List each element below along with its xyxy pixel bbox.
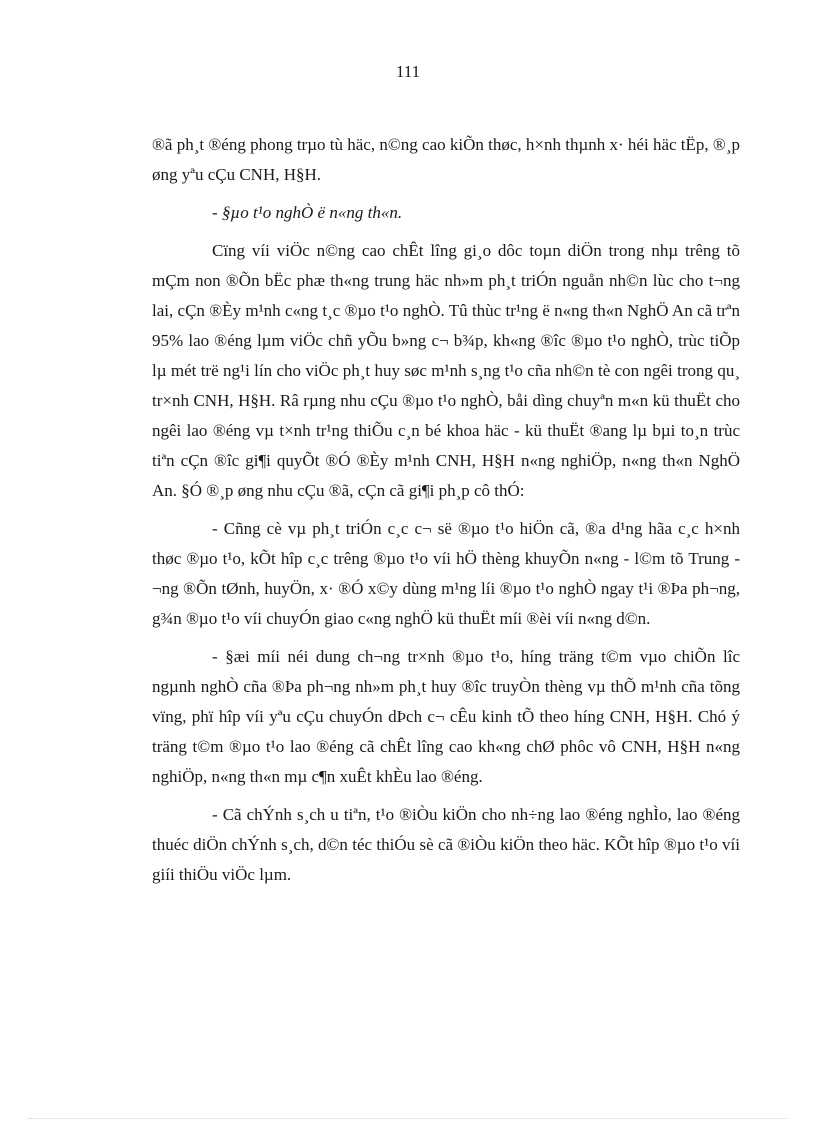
paragraph-consolidate-facilities: - Cñng cè vµ ph¸t triÓn c¸c c¬ së ®µo t¹o hiÖn cã, ®a d¹ng hãa c¸c h×nh thøc ®µo t¹o, kÕt hîp c¸c trêng ®µo t¹o víi hÖ thèng khuyÕn n«ng - l©m tõ Trung ¬ng ®Õn tØnh, huyÖn, x· ®Ó x©y dùng m¹ng líi ®µo t¹o nghÒ ngay t¹i ®Þa ph¬ng, g¾n ®µo t¹o víi chuyÓn giao c«ng nghÖ kü thuËt míi ®èi víi n«ng d©n. [152,519,740,628]
page-bottom-divider [28,1118,788,1119]
document-body [152,130,740,898]
paragraph-continuation: ®ã ph¸t ®éng phong trµo tù häc, n©ng cao kiÕn thøc, h×nh thµnh x· héi häc tËp, ®¸p øng yªu cÇu CNH, H§H. [152,135,740,184]
paragraph-vocational-training: Cïng víi viÖc n©ng cao chÊt lîng gi¸o dôc toµn diÖn trong nhµ trêng tõ mÇm non ®Õn bËc phæ th«ng trung häc nh»m ph¸t triÓn nguån nh©n lùc cho t¬ng lai, cÇn ®Èy m¹nh c«ng t¸c ®µo t¹o nghÒ. Tû thùc tr¹ng ë n«ng th«n NghÖ An cã trªn 95% lao ®éng lµm viÖc chñ yÕu b»ng c¬ b¾p, kh«ng ®îc ®µo t¹o nghÒ, trùc tiÕp lµ mét trë ng¹i lín cho viÖc ph¸t huy søc m¹nh s¸ng t¹o cña nh©n tè con ngêi trong qu¸ tr×nh CNH, H§H. Râ rµng nhu cÇu ®µo t¹o nghÒ, båi dìng chuyªn m«n kü thuËt cho ngêi lao ®éng vµ t×nh tr¹ng thiÕu c¸n bé khoa häc - kü thuËt ®ang lµ bµi to¸n trùc tiªn cÇn ®îc gi¶i quyÕt ®Ó ®Èy m¹nh CNH, H§H n«ng nghiÖp, n«ng th«n NghÖ An. §Ó ®¸p øng nhu cÇu ®ã, cÇn cã gi¶i ph¸p cô thÓ: [152,241,740,500]
section-heading: - §µo t¹o nghÒ ë n«ng th«n. [212,203,403,222]
page-number: 111 [395,62,421,81]
paragraph-priority-policy: - Cã chÝnh s¸ch u tiªn, t¹o ®iÒu kiÖn cho nh÷ng lao ®éng nghÌo, lao ®éng thuéc diÖn chÝnh s¸ch, d©n téc thiÓu sè cã ®iÒu kiÖn theo häc. KÕt hîp ®µo t¹o víi giíi thiÖu viÖc lµm. [152,805,740,884]
paragraph-renew-curriculum: - §æi míi néi dung ch¬ng tr×nh ®µo t¹o, híng träng t©m vµo chiÕn lîc ngµnh nghÒ cña ®Þa ph¬ng nh»m ph¸t huy ®îc truyÒn thèng vµ thÕ m¹nh cña tõng vïng, phï hîp víi yªu cÇu chuyÓn dÞch c¬ cÊu kinh tÕ theo híng CNH, H§H. Chó ý träng t©m ®µo t¹o lao ®éng cã chÊt lîng cao kh«ng chØ phôc vô CNH, H§H n«ng nghiÖp, n«ng th«n mµ c¶n xuÊt khÈu lao ®éng. [152,647,740,786]
